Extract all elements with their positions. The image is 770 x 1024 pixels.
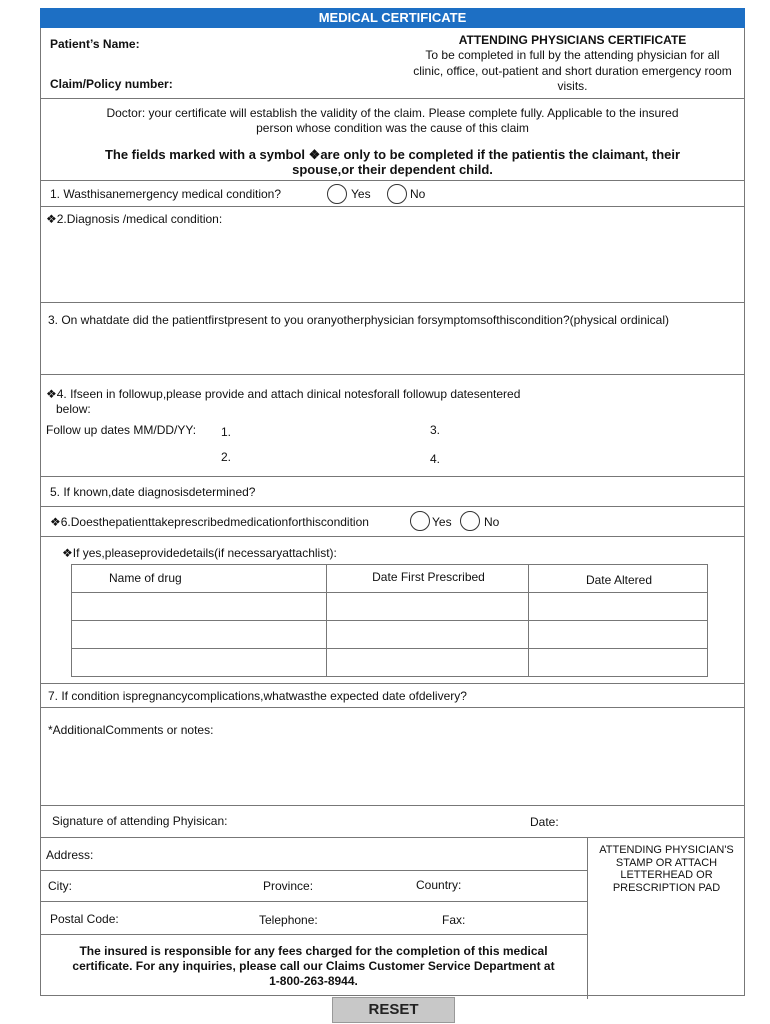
divider	[40, 506, 745, 507]
followup-date-3-field[interactable]	[446, 421, 646, 439]
patient-name-field[interactable]	[150, 34, 400, 52]
address-label: Address:	[46, 848, 94, 862]
divider	[40, 536, 745, 537]
q6-yes-radio[interactable]	[410, 511, 430, 531]
q7-label: 7. If condition ispregnancycomplications,whatwasthe expected date ofdelivery?	[48, 689, 467, 703]
followup-number-1: 1.	[221, 425, 232, 439]
apc-line-2: clinic, office, out-patient and short duration emergency room	[413, 64, 732, 78]
fax-label: Fax:	[442, 913, 466, 927]
q1-yes-label: Yes	[351, 187, 371, 201]
divider	[40, 707, 745, 708]
country-label: Country:	[416, 878, 462, 892]
province-field[interactable]	[320, 876, 410, 894]
claim-policy-field[interactable]	[185, 74, 400, 92]
meds-drug-field[interactable]	[71, 592, 327, 621]
divider	[40, 934, 587, 935]
followup-date-4-field[interactable]	[446, 450, 646, 468]
q6-label: ❖6.Doesthepatienttakeprescribedmedicationforthiscondition	[50, 515, 369, 529]
postal-code-field[interactable]	[126, 909, 251, 927]
q5-label: 5. If known,date diagnosisdetermined?	[50, 485, 256, 499]
meds-header-cell	[528, 564, 708, 593]
country-field[interactable]	[468, 876, 583, 894]
meds-date-altered-field[interactable]	[528, 648, 708, 677]
apc-title: ATTENDING PHYSICIANS CERTIFICATE	[458, 33, 687, 47]
apc-line-1: To be completed in full by the attending physician for all	[425, 48, 720, 62]
followup-number-3: 3.	[430, 423, 441, 437]
divider	[40, 870, 587, 871]
followup-number-2: 2.	[221, 450, 232, 464]
meds-header-cell	[71, 564, 327, 593]
city-field[interactable]	[78, 876, 253, 894]
intro-line-1: Doctor: your certificate will establish the validity of the claim. Please complete fully. Applicable to the insured	[106, 106, 679, 120]
meds-date-altered-field[interactable]	[528, 592, 708, 621]
meds-drug-field[interactable]	[71, 620, 327, 649]
date-field[interactable]	[566, 811, 736, 829]
q6-yes-label: Yes	[432, 515, 452, 529]
followup-number-4: 4.	[430, 452, 441, 466]
signature-label: Signature of attending Phyisican:	[52, 814, 228, 828]
q3-label: 3. On whatdate did the patientfirstpresent to you oranyotherphysician forsymptomsofthiscondition?(physical ordinical)	[48, 313, 669, 327]
q1-label: 1. Wasthisanemergency medical condition?	[50, 187, 282, 201]
patient-name-label: Patient’s Name:	[50, 37, 140, 51]
meds-col-date-altered: Date Altered	[585, 573, 653, 587]
comments-label: *AdditionalComments or notes:	[48, 723, 214, 737]
q1-no-radio[interactable]	[387, 184, 407, 204]
q2-label: ❖2.Diagnosis /medical condition:	[46, 212, 223, 226]
divider	[40, 683, 745, 684]
stamp-line-4: PRESCRIPTION PAD	[612, 881, 721, 894]
footer-text	[40, 944, 587, 989]
q1-no-label: No	[410, 187, 426, 201]
followup-date-1-field[interactable]	[236, 421, 406, 439]
city-label: City:	[48, 879, 72, 893]
meds-col-drug: Name of drug	[109, 571, 182, 585]
meds-drug-field[interactable]	[71, 648, 327, 677]
meds-col-first-prescribed: Date First Prescribed	[372, 570, 485, 584]
address-field[interactable]	[100, 845, 580, 863]
telephone-label: Telephone:	[259, 913, 318, 927]
first-present-date-field[interactable]	[46, 332, 736, 370]
q4-label-line-1: ❖4. Ifseen in followup,please provide and attach dinical notesforall followup datesentered	[46, 387, 521, 401]
notice-line-1: The fields marked with a symbol ❖are only to be completed if the patientis the claimant, their	[104, 147, 681, 162]
intro-line-2: person whose condition was the cause of this claim	[256, 121, 529, 135]
followup-dates-label: Follow up dates MM/DD/YY:	[46, 423, 197, 437]
footer-line-3: 1-800-263-8944.	[269, 974, 358, 988]
stamp-text	[588, 844, 745, 894]
meds-first-prescribed-field[interactable]	[326, 620, 529, 649]
telephone-field[interactable]	[326, 910, 436, 928]
footer-line-2: certificate. For any inquiries, please call our Claims Customer Service Department at	[72, 959, 555, 973]
divider	[40, 302, 745, 303]
meds-first-prescribed-field[interactable]	[326, 648, 529, 677]
reset-button[interactable]: RESET	[332, 997, 455, 1023]
diagnosis-field[interactable]	[46, 230, 736, 298]
stamp-line-3: LETTERHEAD OR	[620, 869, 713, 881]
comments-field[interactable]	[46, 740, 736, 800]
divider	[40, 180, 745, 181]
meds-date-altered-field[interactable]	[528, 620, 708, 649]
form-title: MEDICAL CERTIFICATE	[40, 8, 745, 28]
footer-line-1: The insured is responsible for any fees charged for the completion of this medical	[79, 944, 548, 958]
divider	[40, 206, 745, 207]
diagnosis-date-field[interactable]	[270, 482, 730, 500]
meds-first-prescribed-field[interactable]	[326, 592, 529, 621]
followup-date-2-field[interactable]	[236, 448, 406, 466]
stamp-line-2: STAMP OR ATTACH	[615, 856, 718, 869]
meds-intro: ❖If yes,pleaseprovidedetails(if necessaryattachlist):	[62, 546, 337, 560]
divider	[40, 805, 745, 806]
notice-line-2: spouse,or their dependent child.	[292, 162, 493, 177]
q1-yes-radio[interactable]	[327, 184, 347, 204]
meds-header-cell	[326, 564, 529, 593]
divider	[40, 374, 745, 375]
claim-policy-label: Claim/Policy number:	[50, 77, 173, 91]
stamp-line-1: ATTENDING PHYSICIAN'S	[599, 844, 734, 856]
q4-label-line-2: below:	[56, 402, 91, 416]
delivery-date-field[interactable]	[490, 686, 735, 704]
q6-no-label: No	[484, 515, 500, 529]
date-label: Date:	[530, 815, 559, 829]
divider	[40, 901, 587, 902]
divider	[40, 476, 745, 477]
postal-code-label: Postal Code:	[50, 912, 119, 926]
fax-field[interactable]	[472, 910, 582, 928]
q6-no-radio[interactable]	[460, 511, 480, 531]
province-label: Province:	[263, 879, 314, 893]
apc-line-3: visits.	[557, 79, 588, 93]
divider	[40, 98, 745, 99]
divider	[40, 837, 745, 838]
signature-field[interactable]	[245, 811, 515, 829]
